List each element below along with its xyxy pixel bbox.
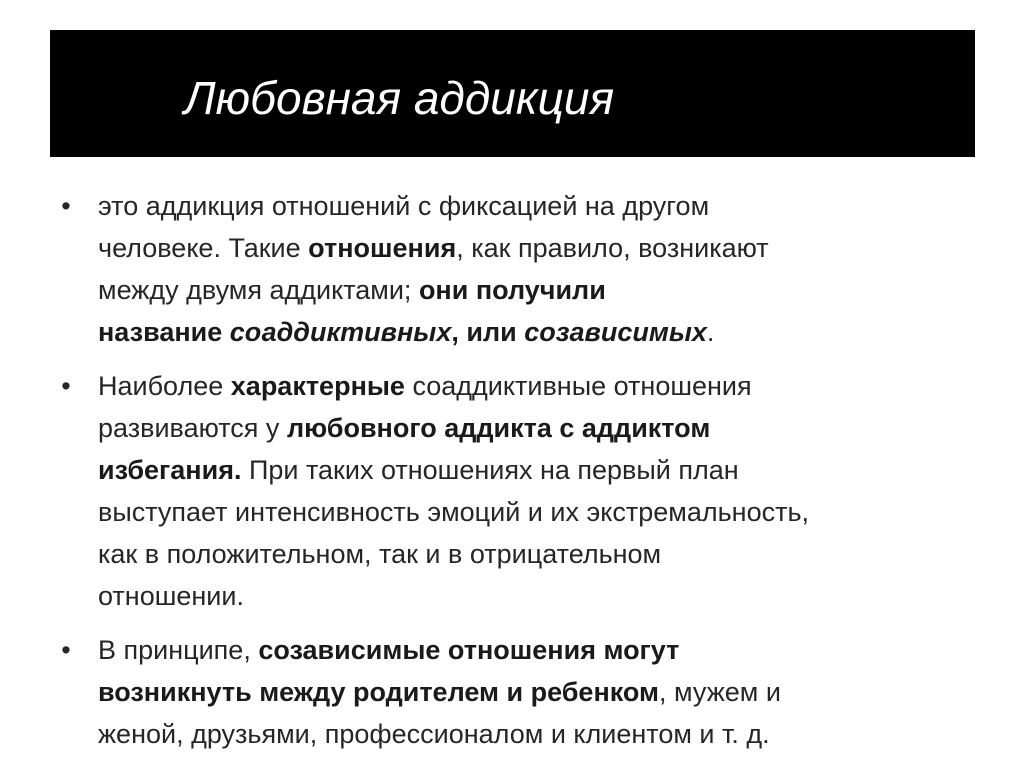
bullet-text — [98, 629, 976, 755]
text-run: отношении. — [98, 581, 244, 611]
text-run: выступает интенсивность эмоций и их экстремальность, — [98, 497, 810, 527]
text-run: соаддиктивные отношения — [404, 371, 752, 401]
text-line — [98, 575, 976, 617]
bullet-item — [56, 365, 976, 617]
bullet-item — [56, 629, 976, 755]
slide-title: Любовная аддикция — [184, 72, 615, 124]
text-line — [98, 185, 976, 227]
bullet-marker: • — [61, 635, 71, 665]
text-run: это аддикция отношений с фиксацией на другом — [98, 191, 710, 221]
emphasized-text: избегания. — [98, 455, 242, 485]
emphasized-text: они получили — [418, 275, 606, 305]
bullet-marker: • — [61, 191, 71, 221]
emphasized-text: характерные — [230, 371, 405, 401]
emphasized-text: отношения — [308, 233, 457, 263]
bullet-text — [98, 185, 976, 353]
text-line — [98, 365, 976, 407]
text-line — [98, 671, 976, 713]
text-run: , как правило, возникают — [456, 233, 769, 263]
emphasized-text: созависимые отношения могут — [258, 635, 680, 665]
text-run: развиваются у — [98, 413, 287, 443]
text-run: При таких отношениях на первый план — [241, 455, 739, 485]
bullet-text — [98, 365, 976, 617]
text-run: В принципе, — [98, 635, 259, 665]
emphasized-text: соаддиктивных — [229, 317, 452, 347]
text-run: человеке. Такие — [98, 233, 309, 263]
text-run: , мужем и — [659, 677, 781, 707]
text-run: . — [706, 317, 715, 347]
slide-body — [56, 185, 976, 767]
text-run: Наиболее — [98, 371, 231, 401]
bullet-item — [56, 185, 976, 353]
text-line — [98, 311, 976, 353]
emphasized-text: название — [98, 317, 230, 347]
emphasized-text: созависимых — [524, 317, 707, 347]
text-run: между двумя аддиктами; — [98, 275, 419, 305]
text-line — [98, 227, 976, 269]
text-run: женой, друзьями, профессионалом и клиентом и т. д. — [98, 719, 770, 749]
text-run: как в положительном, так и в отрицательном — [98, 539, 662, 569]
bullet-marker: • — [61, 371, 71, 401]
emphasized-text: любовного аддикта с аддиктом — [286, 413, 711, 443]
text-line — [98, 533, 976, 575]
emphasized-text: возникнуть между родителем и ребенком — [98, 677, 660, 707]
text-line — [98, 269, 976, 311]
emphasized-text: , или — [451, 317, 525, 347]
text-line — [98, 449, 976, 491]
text-line — [98, 407, 976, 449]
text-line — [98, 629, 976, 671]
text-line — [98, 713, 976, 755]
text-line — [98, 491, 976, 533]
